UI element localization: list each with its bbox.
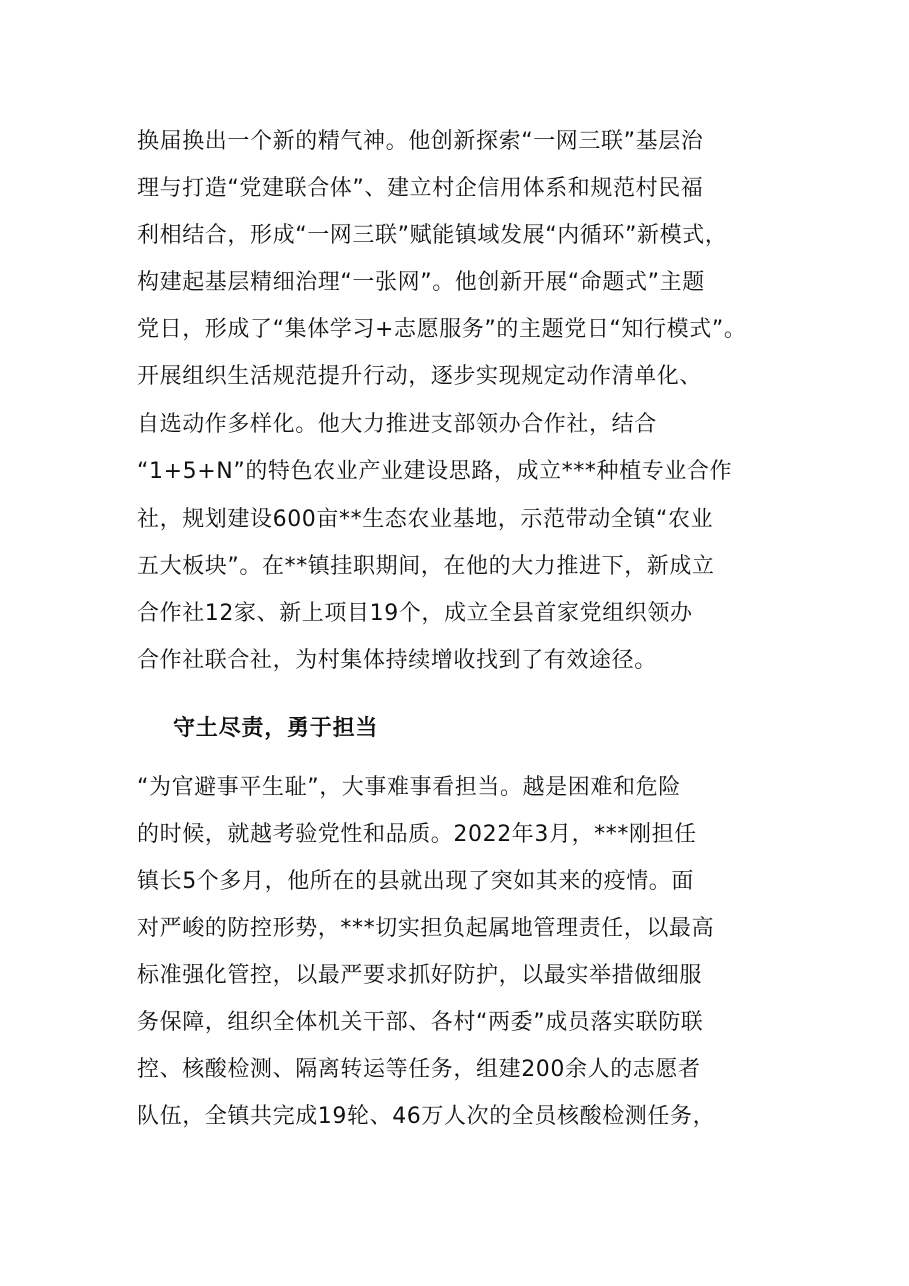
paragraph-1-line-5: 党日，形成了“集体学习+志愿服务”的主题党日“知行模式”。 [137,317,747,342]
paragraph-1-line-12: 合作社联合社，为村集体持续增收找到了有效途径。 [137,648,657,673]
paragraph-1-line-11: 合作社12家、新上项目19个，成立全县首家党组织领办 [137,601,693,626]
paragraph-1-line-3: 利相结合，形成“一网三联”赋能镇域发展“内循环”新模式， [137,223,728,248]
paragraph-1-line-4: 构建起基层精细治理“一张网”。他创新开展“命题式”主题 [137,270,705,295]
paragraph-1-line-8: “1+5+N”的特色农业产业建设思路，成立***种植专业合作 [137,459,733,484]
paragraph-1-line-6: 开展组织生活规范提升行动，逐步实现规定动作清单化、 [137,364,703,389]
paragraph-1-line-9: 社，规划建设600亩**生态农业基地，示范带动全镇“农业 [137,507,714,532]
paragraph-1-line-2: 理与打造“党建联合体”、建立村企信用体系和规范村民福 [137,176,704,201]
paragraph-2-line-6: 务保障，组织全体机关干部、各村“两委”成员落实联防联 [137,1010,704,1035]
paragraph-2-line-8: 队伍，全镇共完成19轮、46万人次的全员核酸检测任务， [137,1104,716,1129]
paragraph-1-line-10: 五大板块”。在**镇挂职期间，在他的大力推进下，新成立 [137,554,715,579]
paragraph-2-line-1: “为官避事平生耻”，大事难事看担当。越是困难和危险 [137,775,681,800]
paragraph-2-line-2: 的时候，就越考验党性和品质。2022年3月，***刚担任 [137,822,697,847]
paragraph-1-line-1: 换届换出一个新的精气神。他创新探索“一网三联”基层治 [137,129,704,154]
paragraph-2-line-3: 镇长5个多月，他所在的县就出现了突如其来的疫情。面 [137,869,694,894]
paragraph-1-line-7: 自选动作多样化。他大力推进支部领办合作社，结合 [137,412,657,437]
paragraph-2-line-4: 对严峻的防控形势，***切实担负起属地管理责任，以最高 [137,916,715,941]
section-heading: 守土尽责，勇于担当 [173,716,379,741]
paragraph-2-line-7: 控、核酸检测、隔离转运等任务，组建200余人的志愿者 [137,1057,701,1082]
paragraph-2-line-5: 标准强化管控，以最严要求抓好防护，以最实举措做细服 [137,963,703,988]
